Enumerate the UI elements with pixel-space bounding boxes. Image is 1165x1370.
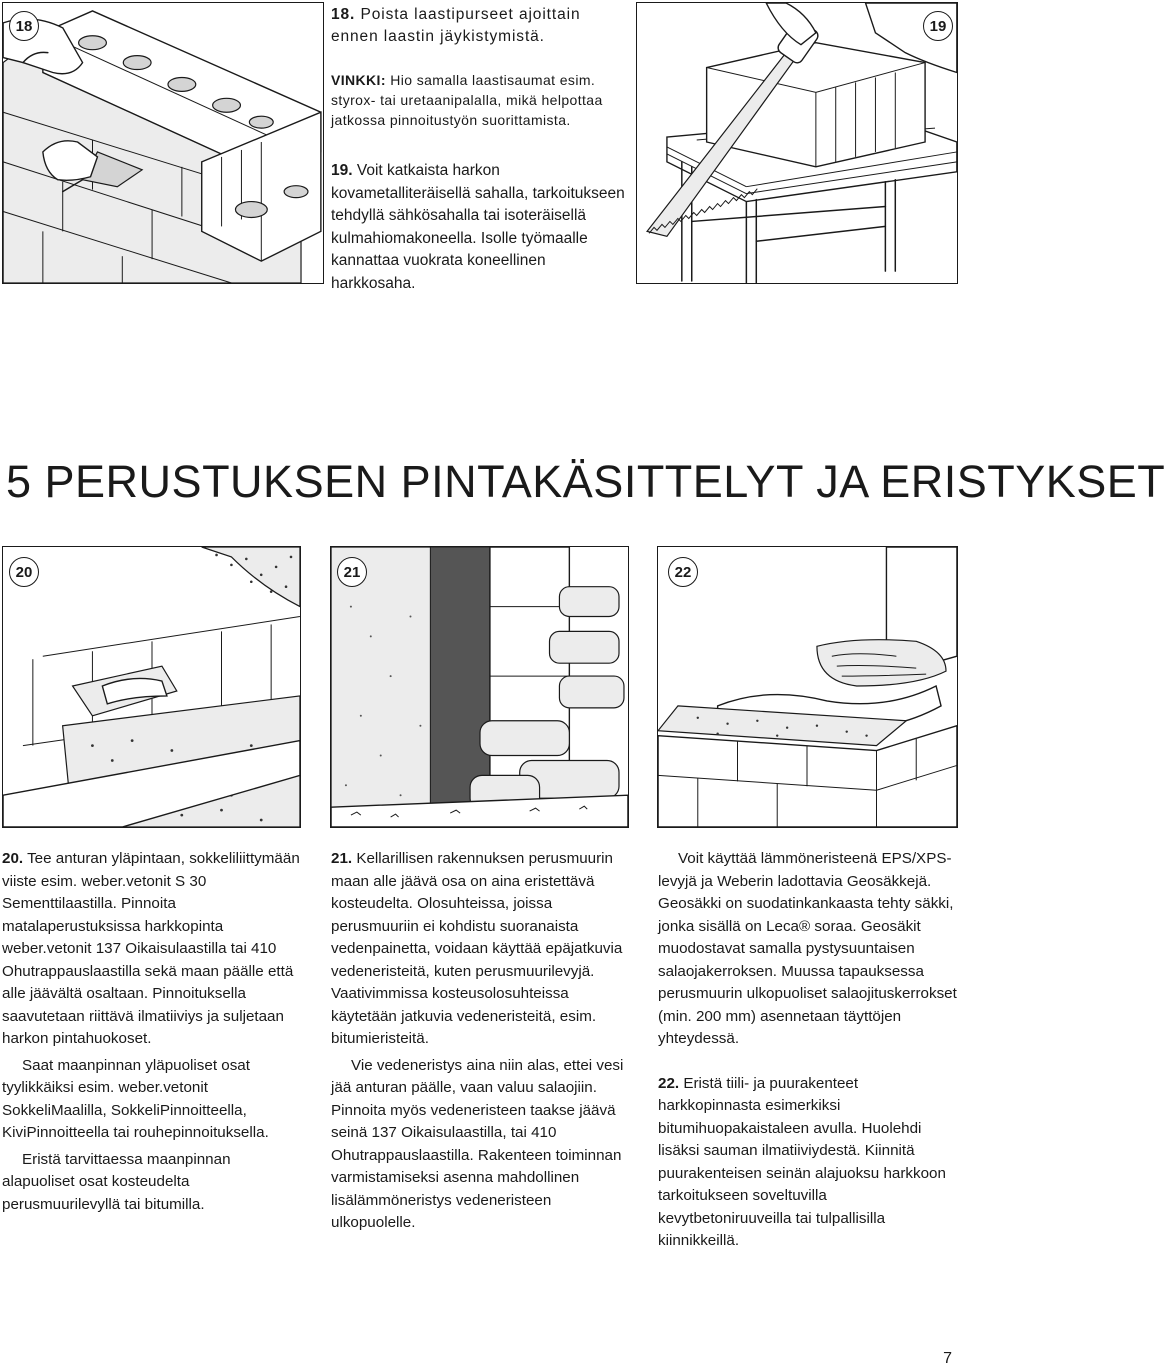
step-20-paragraph-3: Eristä tarvittaessa maanpinnan alapuoliset osat kosteudelta perusmuurilevyllä tai bitumilla.: [2, 1150, 231, 1213]
illustration-19: [636, 2, 958, 284]
bitumen-strip-drawing: [658, 547, 957, 827]
block-sawing-drawing: [637, 3, 957, 283]
wall-laying-drawing: [3, 3, 323, 283]
step-badge-22: 22: [668, 557, 698, 587]
step-badge-18: 18: [9, 11, 39, 41]
step-badge-21: 21: [337, 557, 367, 587]
tip-label: VINKKI:: [331, 72, 386, 88]
step-20-number: 20.: [2, 850, 24, 867]
insulation-paragraph: Voit käyttää lämmöneristeenä EPS/XPS-levyjä ja Weberin ladottavia Geosäkkejä. Geosäkki on suodatinkankaasta tehty säkki, jonka sisällä on Leca® soraa. Geosäkit muodostavat samalla pystysuuntaisen salaojakerroksen. Muussa tapauksessa perusmuurin ulkopuoliset salaojituskerrokset (min. 200 mm) asennetaan täyttöjen yhteydessä.: [658, 850, 957, 1047]
step-18-number: 18.: [331, 6, 356, 23]
step-19-description: Voit katkaista harkon kovametalliteräisellä sahalla, tarkoitukseen tehdyllä sähkösahalla tai isoteräisellä kulmahiomakoneella. Isolle työmaalle kannattaa vuokrata koneellinen harkkosaha.: [331, 162, 625, 292]
illustration-21: [330, 546, 629, 828]
illustration-18: [2, 2, 324, 284]
step-22-number: 22.: [658, 1074, 680, 1092]
step-18-description: Poista laastipurseet ajoittain ennen laastin jäykistymistä.: [331, 6, 581, 45]
column-step-20: [2, 848, 302, 1220]
step-badge-20: 20: [9, 557, 39, 587]
plastering-drawing: [3, 547, 300, 827]
step-18-text: [331, 4, 631, 152]
step-20-paragraph-1: Tee anturan yläpintaan, sokkeliliittymään viiste esim. weber.vetonit S 30 Sementtilaastilla. Pinnoita matalaperustuksissa harkkopinta weber.vetonit 137 Oikaisulaastilla tai 410 Ohutrappauslaastilla sekä maan päälle että alle jäävältä osaltaan. Pinnoituksella saavutetaan riittävä ilmatiiviys ja suljetaan harkon pintahuokoset.: [2, 850, 300, 1047]
step-20-paragraph-2: Saat maanpinnan yläpuoliset osat tyylikkäiksi esim. weber.vetonit SokkeliMaalilla, SokkeliPinnoitteella, KiviPinnoitteella tai rouhepinnoituksella.: [2, 1056, 269, 1141]
tip-description: Hio samalla laastisaumat esim. styrox- tai uretaanipalalla, mikä helpottaa jatkossa pinnoitustyön suorittamista.: [331, 72, 603, 128]
waterproofing-drawing: [331, 547, 628, 827]
page-number: 7: [943, 1350, 952, 1367]
section-heading: 5 PERUSTUKSEN PINTAKÄSITTELYT JA ERISTYKSET: [6, 456, 1165, 507]
step-21-paragraph-2: Vie vedeneristys aina niin alas, ettei vesi jää anturan päälle, vaan valuu salaojiin. Pinnoita myös vedeneristeen taakse jäävä seinä 137 Oikaisulaastilla, tai 410 Ohutrappauslaastilla. Rakenteen toiminnan varmistamiseksi asenna mahdollinen lisälämmöneristys vedeneristeen ulkopuolelle.: [331, 1056, 624, 1231]
illustration-20: [2, 546, 301, 828]
step-19-number: 19.: [331, 162, 353, 179]
step-badge-19: 19: [923, 11, 953, 41]
column-step-22: [658, 848, 958, 1257]
illustration-22: [657, 546, 958, 828]
column-step-21: [331, 848, 631, 1239]
step-19-text: [331, 160, 631, 295]
step-21-number: 21.: [331, 850, 353, 867]
step-22-paragraph: Eristä tiili- ja puurakenteet harkkopinnasta esimerkiksi bitumihuopakaistaleen avulla. Huolehdi lisäksi sauman ilmatiiviydestä. Kiinnitä puurakenteisen seinän alajuoksu harkkoon tarkoitukseen soveltuvilla kevytbetoniruuveilla tai tulpallisilla kiinnikkeillä.: [658, 1074, 946, 1249]
step-21-paragraph-1: Kellarillisen rakennuksen perusmuurin maan alle jäävä osa on aina eristettävä kosteudelta. Olosuhteissa, joissa perusmuuriin ei kohdistu suoranaista vedenpainetta, voidaan käyttää epäjatkuvia vedeneristeitä, kuten perusmuurilevyjä. Vaativimmissa kosteusolosuhteissa käytetään jatkuvia vedeneristeitä, esim. bitumieristeitä.: [331, 850, 623, 1047]
